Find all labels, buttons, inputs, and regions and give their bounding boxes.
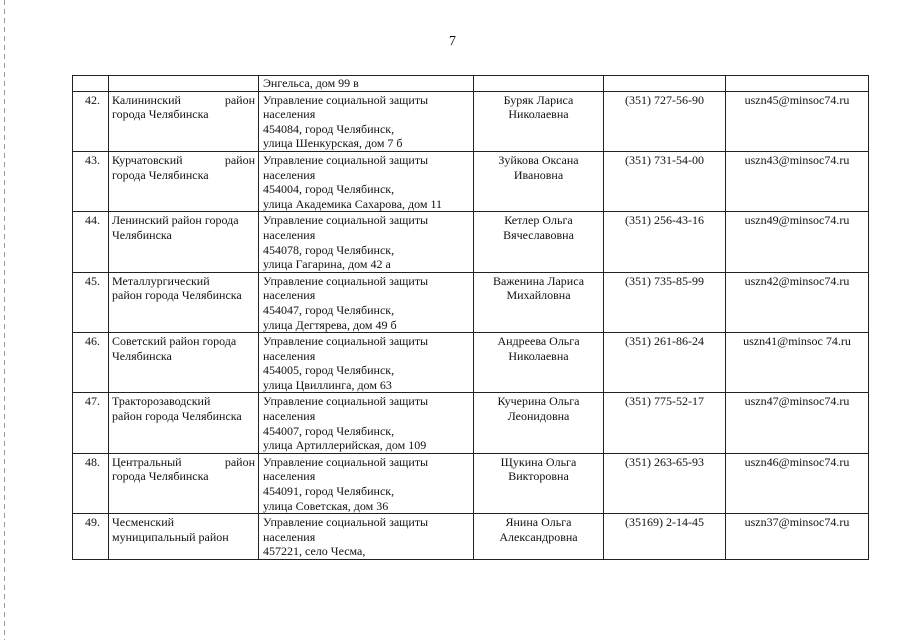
phone-cell: (351) 256-43-16 xyxy=(604,212,726,272)
head-cell xyxy=(474,91,604,151)
head-name-line: Важенина Лариса xyxy=(492,273,585,288)
head-name-line: Андреева Ольга xyxy=(497,334,580,349)
email-cell: uszn37@minsoc74.ru xyxy=(726,514,869,560)
table-row xyxy=(73,151,869,211)
head-name-line: Викторовна xyxy=(508,469,569,484)
continuation-row xyxy=(73,76,869,92)
head-name-line: Ивановна xyxy=(513,167,564,182)
head-cell xyxy=(474,393,604,453)
district-cell xyxy=(109,333,259,393)
district-line xyxy=(112,455,255,470)
district-line xyxy=(112,93,255,108)
address-line: улица Дегтярева, дом 49 б xyxy=(263,317,397,332)
address-cell xyxy=(259,453,474,513)
address-cell xyxy=(259,393,474,453)
district-word: Металлургический xyxy=(112,273,210,288)
email-cell: uszn42@minsoc74.ru xyxy=(726,272,869,332)
address-cell xyxy=(259,76,474,92)
address-cell xyxy=(259,333,474,393)
address-line: 454078, город Челябинск, xyxy=(263,242,395,257)
phone-cell: (351) 263-65-93 xyxy=(604,453,726,513)
head-name-line: Николаевна xyxy=(508,348,569,363)
address-line: Управление социальной защиты xyxy=(263,273,429,288)
district-word: Ленинский район города xyxy=(112,213,239,228)
row-number: 45. xyxy=(73,272,109,332)
head-name-line: Николаевна xyxy=(508,107,569,122)
district-cell xyxy=(109,272,259,332)
district-word: Калининский xyxy=(112,92,181,107)
address-line: населения xyxy=(263,348,316,363)
email-cell: uszn46@minsoc74.ru xyxy=(726,453,869,513)
social-protection-table xyxy=(72,75,869,560)
address-line: Управление социальной защиты xyxy=(263,92,429,107)
district-line xyxy=(112,153,255,168)
phone-cell: (351) 727-56-90 xyxy=(604,91,726,151)
address-line: улица Советская, дом 36 xyxy=(263,498,389,513)
address-line: Управление социальной защиты xyxy=(263,213,429,228)
table-row xyxy=(73,272,869,332)
head-name-line: Вячеславовна xyxy=(503,227,574,242)
head-cell xyxy=(474,212,604,272)
head-name-line: Зуйкова Оксана xyxy=(498,152,579,167)
address-line: населения xyxy=(263,167,316,182)
head-name-line: Янина Ольга xyxy=(505,515,572,530)
address-line: 454005, город Челябинск, xyxy=(263,363,395,378)
district-word: Чесменский xyxy=(112,515,175,530)
phone-cell: (351) 261-86-24 xyxy=(604,333,726,393)
head-name-line: Александровна xyxy=(499,529,578,544)
email-cell: uszn45@minsoc74.ru xyxy=(726,91,869,151)
table-row xyxy=(73,453,869,513)
address-line: Управление социальной защиты xyxy=(263,454,429,469)
head-name-line: Кучерина Ольга xyxy=(497,394,580,409)
district-line: города Челябинска xyxy=(112,107,209,122)
address-line: 457221, село Чесма, xyxy=(263,544,366,559)
district-word: район xyxy=(224,92,255,107)
district-line xyxy=(112,213,255,228)
phone-cell: (35169) 2-14-45 xyxy=(604,514,726,560)
address-cell xyxy=(259,212,474,272)
address-cell xyxy=(259,272,474,332)
row-number: 48. xyxy=(73,453,109,513)
district-word: район xyxy=(224,152,255,167)
address-line: 454004, город Челябинск, xyxy=(263,182,395,197)
table-row xyxy=(73,393,869,453)
district-word: Советский район города xyxy=(112,334,237,349)
phone-cell: (351) 775-52-17 xyxy=(604,393,726,453)
row-number: 46. xyxy=(73,333,109,393)
head-cell xyxy=(474,272,604,332)
district-line: города Челябинска xyxy=(112,469,209,484)
address-line: населения xyxy=(263,227,316,242)
head-name-line: Кетлер Ольга xyxy=(504,213,573,228)
table-row xyxy=(73,333,869,393)
email-cell: uszn41@minsoc 74.ru xyxy=(726,333,869,393)
head-name-line: Щукина Ольга xyxy=(500,454,577,469)
head-cell xyxy=(474,453,604,513)
district-cell xyxy=(109,453,259,513)
address-line: 454091, город Челябинск, xyxy=(263,484,395,499)
address-cell xyxy=(259,91,474,151)
district-line xyxy=(112,515,255,530)
address-line: Энгельса, дом 99 в xyxy=(263,76,359,90)
table-row xyxy=(73,514,869,560)
head-name-line: Михайловна xyxy=(506,288,571,303)
address-line: 454007, город Челябинск, xyxy=(263,423,395,438)
email-cell: uszn43@minsoc74.ru xyxy=(726,151,869,211)
address-line: Управление социальной защиты xyxy=(263,334,429,349)
row-number: 44. xyxy=(73,212,109,272)
district-line xyxy=(112,274,255,289)
email-cell: uszn49@minsoc74.ru xyxy=(726,212,869,272)
address-line: населения xyxy=(263,107,316,122)
row-number: 42. xyxy=(73,91,109,151)
address-line: Управление социальной защиты xyxy=(263,394,429,409)
address-cell xyxy=(259,151,474,211)
district-word: Центральный xyxy=(112,454,182,469)
district-line xyxy=(112,334,255,349)
address-line: улица Шенкурская, дом 7 б xyxy=(263,136,403,151)
head-name-line: Леонидовна xyxy=(507,409,570,424)
page-number: 7 xyxy=(449,34,456,49)
district-line: Челябинска xyxy=(112,348,172,363)
row-number: 49. xyxy=(73,514,109,560)
district-line: район города Челябинска xyxy=(112,288,242,303)
district-cell xyxy=(109,514,259,560)
address-line: улица Цвиллинга, дом 63 xyxy=(263,377,392,392)
head-cell xyxy=(474,151,604,211)
address-line: улица Гагарина, дом 42 а xyxy=(263,257,391,272)
district-cell xyxy=(109,393,259,453)
address-line: 454084, город Челябинск, xyxy=(263,121,395,136)
district-word: Курчатовский xyxy=(112,152,183,167)
district-word: район xyxy=(224,454,255,469)
page-left-edge xyxy=(4,0,5,640)
district-cell xyxy=(109,212,259,272)
district-line: города Челябинска xyxy=(112,167,209,182)
head-name-line: Буряк Лариса xyxy=(503,92,574,107)
address-line: Управление социальной защиты xyxy=(263,515,429,530)
district-cell xyxy=(109,91,259,151)
district-line: Челябинска xyxy=(112,227,172,242)
address-line: улица Артиллерийская, дом 109 xyxy=(263,438,427,453)
row-number: 43. xyxy=(73,151,109,211)
head-cell xyxy=(474,333,604,393)
address-line: Управление социальной защиты xyxy=(263,152,429,167)
district-cell xyxy=(109,151,259,211)
address-line: 454047, город Челябинск, xyxy=(263,302,395,317)
row-number: 47. xyxy=(73,393,109,453)
phone-cell: (351) 735-85-99 xyxy=(604,272,726,332)
table-row xyxy=(73,91,869,151)
address-line: населения xyxy=(263,409,316,424)
table-row xyxy=(73,212,869,272)
address-line: населения xyxy=(263,469,316,484)
email-cell: uszn47@minsoc74.ru xyxy=(726,393,869,453)
district-word: Тракторозаводский xyxy=(112,394,211,409)
address-cell xyxy=(259,514,474,560)
address-line: населения xyxy=(263,288,316,303)
district-line xyxy=(112,394,255,409)
address-line: улица Академика Сахарова, дом 11 xyxy=(263,196,443,211)
district-line: муниципальный район xyxy=(112,529,229,544)
district-line: район города Челябинска xyxy=(112,409,242,424)
phone-cell: (351) 731-54-00 xyxy=(604,151,726,211)
address-line: населения xyxy=(263,529,316,544)
head-cell xyxy=(474,514,604,560)
